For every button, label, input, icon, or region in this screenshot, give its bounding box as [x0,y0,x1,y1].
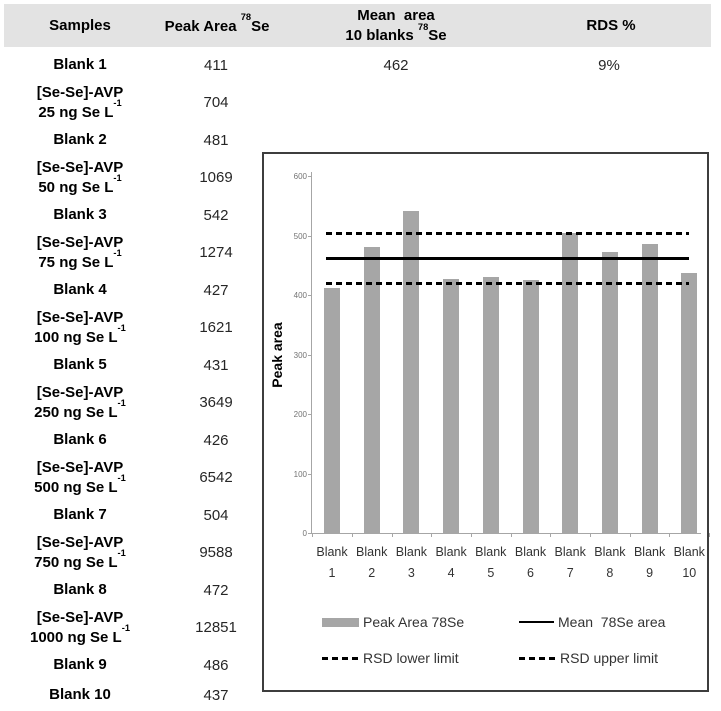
bar-blank-7 [562,233,578,533]
legend-label-mean: Mean 78Se area [558,614,666,630]
x-tick-label [588,542,632,585]
mean-area-cell: 462 [383,56,409,74]
x-tick-mark [431,533,432,537]
y-tick-label: 0 [302,529,307,538]
peak-area-cell: 426 [203,431,229,449]
rds-cell [516,80,702,125]
rds-cell [516,125,702,155]
y-tick-mark [308,355,312,356]
header-samples [4,4,156,47]
x-tick-mark [511,533,512,537]
sample-name-line2: 25 ng Se $L^{-1}$ [38,98,122,121]
header-peak-area-label: Peak Area $^{78}$Se [164,12,270,35]
plot-area [264,154,707,690]
x-tick-label [469,542,513,585]
table-header-row [4,4,711,47]
bar-swatch-icon [322,618,359,627]
sample-name-line1: [Se-Se]-AVP [36,84,124,102]
bar-blank-1 [324,288,340,533]
x-tick-label-line2: 4 [447,566,455,581]
peak-area-cell: 427 [203,281,229,299]
sample-name-cell [4,380,156,425]
table-row [0,125,721,155]
x-tick-label [310,542,354,585]
sample-name-line2: 500 ng Se $L^{-1}$ [34,473,126,496]
legend-item-peak-area [322,613,464,631]
dashed-line-swatch-icon [519,657,556,660]
sample-name-line2: 75 ng Se $L^{-1}$ [38,248,122,271]
x-tick-label-line1: Blank [514,545,547,559]
x-tick-label [350,542,394,585]
x-tick-label-line2: 5 [487,566,495,581]
x-tick-label-line2: 10 [682,566,697,581]
x-tick-label-line2: 9 [646,566,654,581]
rsd-upper-limit-line [326,232,689,235]
y-tick-label: 600 [293,172,307,181]
peak-area-cell: 411 [204,56,228,74]
x-tick-label-line1: Blank [475,545,507,559]
bar-blank-8 [602,252,618,533]
peak-area-cell: 542 [203,206,229,224]
x-tick-label-line1: Blank [554,545,586,559]
peak-area-cell: 486 [203,656,229,674]
peak-area-cell: 431 [203,356,229,374]
y-tick-label: 500 [293,231,307,241]
peak-area-cell: 6542 [199,469,233,486]
header-mean-line2: 10 blanks $^{78}$Se [345,21,447,44]
bar-blank-2 [364,247,380,533]
sample-name-line1: [Se-Se]-AVP [36,534,124,552]
x-tick-label-line2: 3 [407,566,415,581]
sample-name-cell [4,230,156,275]
mean-area-cell [276,80,516,125]
sample-name-cell: Blank 6 [53,431,107,449]
peak-area-cell: 472 [203,581,229,599]
header-mean-line1: Mean area [357,6,435,24]
x-tick-mark [550,533,551,537]
header-mean-area [276,4,516,47]
table-row [0,80,721,125]
sample-name-line1: [Se-Se]-AVP [36,609,124,627]
header-samples-label: Samples [49,17,111,34]
sample-name-line2: 750 ng Se $L^{-1}$ [34,548,126,571]
y-tick-mark [308,414,312,415]
sample-name-line2: 1000 ng Se $L^{-1}$ [30,623,130,646]
peak-area-cell: 704 [203,94,229,111]
mean-line [326,257,689,260]
sample-name-cell [4,530,156,575]
peak-area-cell: 1274 [199,244,233,261]
sample-name-cell: Blank 4 [53,281,107,299]
sample-name-line1: [Se-Se]-AVP [36,459,124,477]
x-tick-label-line2: 2 [368,566,376,581]
x-tick-label-line1: Blank [435,545,467,559]
sample-name-line1: [Se-Se]-AVP [36,384,124,402]
x-tick-label-line1: Blank [316,545,348,559]
x-tick-label [509,542,553,585]
bar-blank-5 [483,277,499,533]
chart [262,152,709,692]
peak-area-cell: 437 [203,686,229,704]
bar-blank-9 [642,244,658,533]
peak-area-cell: 481 [203,131,229,149]
x-tick-label [429,542,473,585]
peak-area-cell: 3649 [199,394,233,411]
x-tick-mark [669,533,670,537]
table-row [0,50,721,80]
sample-name-cell: Blank 7 [53,506,107,524]
x-tick-label [628,542,672,585]
x-tick-mark [709,533,710,537]
bar-blank-4 [443,279,459,533]
x-tick-mark [312,533,313,537]
sample-name-cell: Blank 3 [53,206,107,224]
bar-blank-6 [523,280,539,533]
x-tick-label-line1: Blank [356,545,388,559]
peak-area-cell: 9588 [199,544,233,561]
y-axis-title: Peak area [269,322,285,388]
legend-item-mean [519,613,665,631]
y-axis-line [311,172,312,534]
sample-name-cell: Blank 10 [49,686,111,704]
sample-name-cell [4,305,156,350]
y-tick-mark [308,295,312,296]
x-tick-label-line2: 7 [566,566,574,581]
legend-label-peak-area: Peak Area 78Se [363,614,465,630]
sample-name-line2: 250 ng Se $L^{-1}$ [34,398,126,421]
header-peak-area [156,4,278,47]
x-tick-label-line2: 1 [328,566,336,581]
x-tick-label-line1: Blank [633,545,666,559]
x-tick-mark [630,533,631,537]
sample-name-line1: [Se-Se]-AVP [36,159,124,177]
sample-name-cell: Blank 8 [53,581,107,599]
header-rds-label: RDS % [586,17,636,34]
x-tick-label [667,542,711,585]
peak-area-cell: 1069 [199,169,233,186]
y-tick-label: 400 [293,291,307,300]
sample-name-cell: Blank 1 [53,56,107,74]
y-tick-mark [308,176,312,177]
y-tick-label: 100 [293,469,307,479]
sample-name-line2: 50 ng Se $L^{-1}$ [38,173,122,196]
sample-name-cell: Blank 5 [53,356,107,374]
x-tick-label-line2: 6 [527,566,534,581]
x-tick-mark [392,533,393,537]
x-tick-label [548,542,592,585]
peak-area-cell: 504 [203,506,229,524]
x-tick-label-line1: Blank [673,545,705,559]
sample-name-cell [4,155,156,200]
rds-cell: 9% [598,56,620,74]
x-tick-mark [590,533,591,537]
y-tick-mark [308,236,312,237]
x-tick-label-line2: 8 [606,566,614,581]
x-tick-mark [352,533,353,537]
y-tick-label: 200 [293,410,307,419]
sample-name-cell: Blank 9 [53,656,107,674]
peak-area-cell: 1621 [199,319,233,336]
sample-name-line1: [Se-Se]-AVP [36,309,124,327]
sample-name-cell [4,605,156,650]
rsd-lower-limit-line [326,282,689,285]
x-axis-line [311,533,701,534]
solid-line-swatch-icon [519,621,554,623]
x-tick-label-line1: Blank [594,545,626,559]
dashed-line-swatch-icon [322,657,359,660]
x-tick-label-line1: Blank [395,545,428,559]
header-rds [516,4,706,47]
sample-name-cell [4,80,156,125]
mean-area-cell [276,125,516,155]
legend-item-rsd-upper [519,649,658,667]
legend-item-rsd-lower [322,649,459,667]
legend-label-rsd-lower: RSD lower limit [363,650,459,666]
sample-name-cell [4,455,156,500]
y-tick-mark [308,474,312,475]
bar-blank-10 [681,273,697,533]
legend-label-rsd-upper: RSD upper limit [560,650,659,666]
y-tick-label: 300 [293,350,307,360]
sample-name-cell: Blank 2 [53,131,107,149]
peak-area-cell: 12851 [195,619,237,636]
sample-name-line1: [Se-Se]-AVP [36,234,124,252]
x-tick-mark [471,533,472,537]
sample-name-line2: 100 ng Se $L^{-1}$ [34,323,126,346]
x-tick-label [389,542,433,585]
